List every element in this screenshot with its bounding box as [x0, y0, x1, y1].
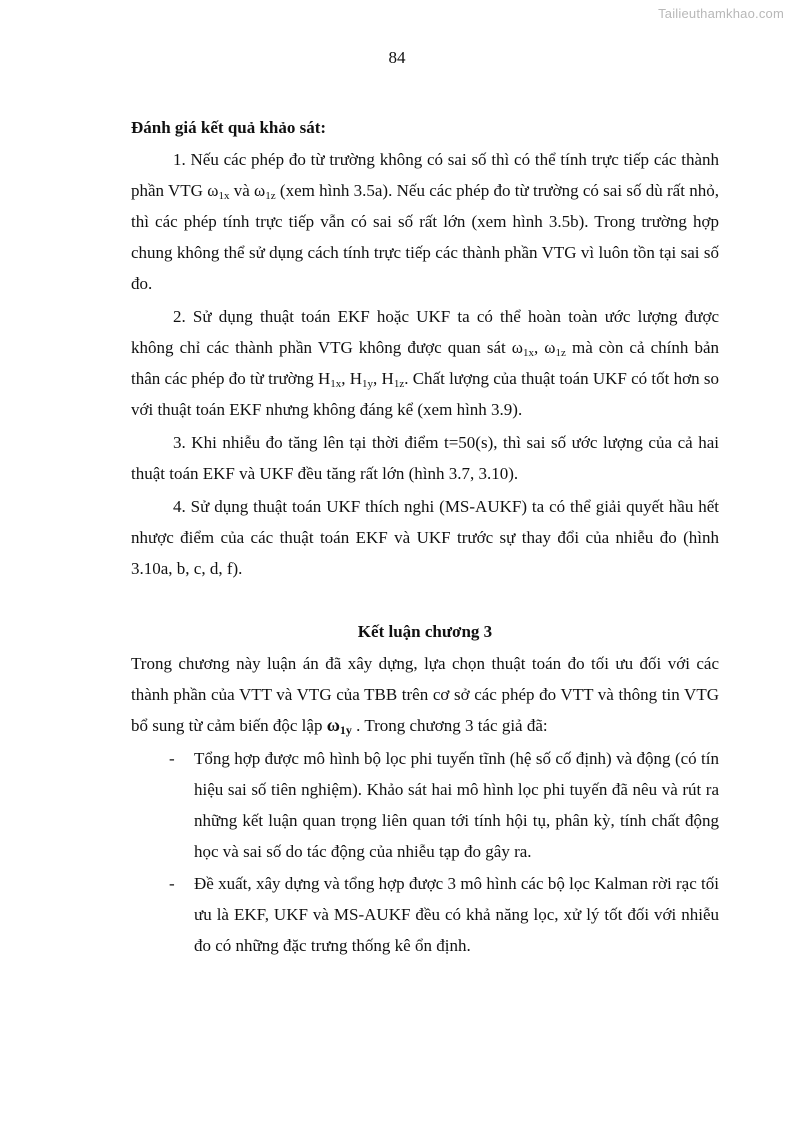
- list-item: [131, 868, 719, 961]
- conclusion-intro: Trong chương này luận án đã xây dựng, lựa chọn thuật toán đo tối ưu đối với các thành phần của VTT và VTG của TBB trên cơ sở các phép đo VTT và thông tin VTG bổ sung từ cảm biến độc lập $\omega_{1y}$ . Trong chương 3 tác giả đã:: [131, 654, 719, 737]
- section-heading-evaluation: Đánh giá kết quả khảo sát:: [131, 118, 327, 137]
- bullet-dash: -: [169, 874, 175, 893]
- evaluation-item-1: 1. Nếu các phép đo từ trường không có sai số thì có thể tính trực tiếp các thành phần VTG $\omega_{1x}$ và $\omega_{1z}$ (xem hình 3.5a). Nếu các phép đo từ trường có sai số dù rất nhỏ, thì các phép tính trực tiếp vẫn có sai số rất lớn (xem hình 3.5b). Trong trường hợp chung không thể sử dụng cách tính trực tiếp các thành phần VTG vì luôn tồn tại sai số đo.: [131, 150, 719, 293]
- section-heading-conclusion: Kết luận chương 3: [357, 622, 493, 641]
- bullet-text: Tổng hợp được mô hình bộ lọc phi tuyến tĩnh (hệ số cố định) và động (có tín hiệu sai số tiên nghiệm). Khảo sát hai mô hình lọc phi tuyến đã nêu và rút ra những kết luận quan trọng liên quan tới tính hội tụ, phân kỳ, tính chất động học và sai số do tác động của nhiễu tạp đo gây ra.: [194, 749, 719, 861]
- omega-symbol: $\omega_{1y}$: [326, 715, 352, 737]
- evaluation-item-4: 4. Sử dụng thuật toán UKF thích nghi (MS-AUKF) ta có thể giải quyết hầu hết nhược điểm của các thuật toán EKF và UKF trước sự thay đổi của nhiễu đo (hình 3.10a, b, c, d, f).: [131, 497, 719, 578]
- page-content: [131, 112, 719, 962]
- evaluation-item-2: 2. Sử dụng thuật toán EKF hoặc UKF ta có thể hoàn toàn ước lượng được không chỉ các thành phần VTG không được quan sát $\omega_{1x}$, $\omega_{1z}$ mà còn cả chính bản thân các phép đo từ trường $H_{1x}$, $H_{1y}$, $H_{1z}$. Chất lượng của thuật toán UKF có tốt hơn so với thuật toán EKF nhưng không đáng kể (xem hình 3.9).: [131, 307, 719, 419]
- bullet-text: Đề xuất, xây dựng và tổng hợp được 3 mô hình các bộ lọc Kalman rời rạc tối ưu là EKF, UKF và MS-AUKF đều có khả năng lọc, xử lý tốt đối với nhiễu đo có những đặc trưng thống kê ổn định.: [194, 874, 719, 955]
- list-item: [131, 743, 719, 867]
- watermark: Tailieuthamkhao.com: [658, 6, 784, 21]
- bullet-dash: -: [169, 749, 175, 768]
- conclusion-bullet-list: [131, 743, 719, 961]
- page-number: 84: [388, 48, 406, 67]
- evaluation-item-3: 3. Khi nhiễu đo tăng lên tại thời điểm t=50(s), thì sai số ước lượng của cả hai thuật toán EKF và UKF đều tăng rất lớn (hình 3.7, 3.10).: [131, 433, 719, 483]
